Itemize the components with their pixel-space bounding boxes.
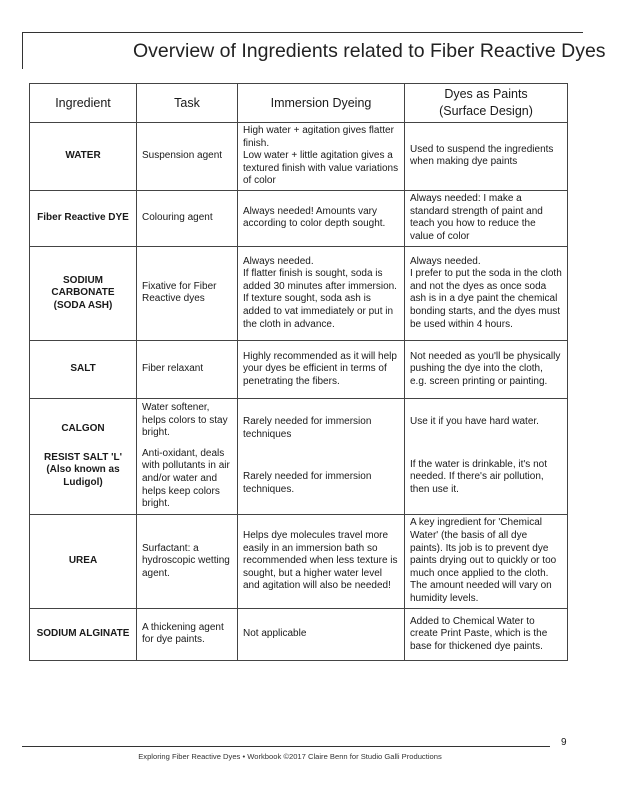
cell-immersion bbox=[238, 398, 405, 514]
header-immersion: Immersion Dyeing bbox=[238, 84, 405, 123]
cell-paints: A key ingredient for 'Chemical Water' (the basis of all dye paints). Its job is to prevent dye paints drying out to quickly or too much once applied to the cloth. The amount needed will vary on humidity levels. bbox=[405, 514, 568, 608]
cell-ingredient: WATER bbox=[30, 123, 137, 191]
cell-ingredient bbox=[30, 398, 137, 514]
immersion-resist-salt: Rarely needed for immersion techniques. bbox=[243, 471, 372, 496]
header-paints-subtitle: (Surface Design) bbox=[439, 104, 533, 118]
cell-immersion: Always needed! Amounts vary according to color depth sought. bbox=[238, 190, 405, 246]
cell-task: Fiber relaxant bbox=[137, 340, 238, 398]
immersion-calgon: Rarely needed for immersion techniques bbox=[243, 416, 372, 440]
ingredient-resist-salt: RESIST SALT 'L' bbox=[44, 451, 122, 463]
cell-paints: Always needed: I make a standard strength of paint and teach you how to reduce the value of color bbox=[405, 190, 568, 246]
cell-ingredient: SODIUM ALGINATE bbox=[30, 608, 137, 660]
title-frame bbox=[22, 32, 606, 69]
header-ingredient: Ingredient bbox=[30, 84, 137, 123]
cell-immersion: High water + agitation gives flatter finish. Low water + little agitation gives a textured finish with value variations of color bbox=[238, 123, 405, 191]
header-paints bbox=[405, 84, 568, 123]
cell-task: Suspension agent bbox=[137, 123, 238, 191]
page-number: 9 bbox=[561, 737, 567, 748]
table-row bbox=[30, 340, 568, 398]
cell-paints: Not needed as you'll be physically pushing the dye into the cloth, e.g. screen printing or painting. bbox=[405, 340, 568, 398]
table-row bbox=[30, 608, 568, 660]
footer-divider bbox=[22, 746, 550, 747]
cell-paints: Always needed. I prefer to put the soda in the cloth and not the dyes as once soda ash is in a dye paint the chemical bonding starts, and the dyes must be used within 4 hours. bbox=[405, 246, 568, 340]
table-row bbox=[30, 123, 568, 191]
table-header-row bbox=[30, 84, 568, 123]
ingredient-resist-salt-note: (Also known as Ludigol) bbox=[46, 464, 120, 489]
cell-ingredient: SODIUM CARBONATE (SODA ASH) bbox=[30, 246, 137, 340]
table-row bbox=[30, 398, 568, 514]
paints-calgon: Use it if you have hard water. bbox=[410, 416, 539, 428]
cell-ingredient: UREA bbox=[30, 514, 137, 608]
cell-task: Surfactant: a hydroscopic wetting agent. bbox=[137, 514, 238, 608]
cell-ingredient: SALT bbox=[30, 340, 137, 398]
cell-immersion: Highly recommended as it will help your dyes be efficient in terms of penetrating the fibers. bbox=[238, 340, 405, 398]
cell-immersion: Always needed. If flatter finish is sought, soda is added 30 minutes after immersion. If texture sought, soda ash is added to vat immediately or put in the cloth in advance. bbox=[238, 246, 405, 340]
table-row bbox=[30, 246, 568, 340]
task-resist-salt: Anti-oxidant, deals with pollutants in air and/or water and helps keep colors bright. bbox=[142, 447, 230, 510]
cell-paints: Used to suspend the ingredients when making dye paints bbox=[405, 123, 568, 191]
cell-task: Fixative for Fiber Reactive dyes bbox=[137, 246, 238, 340]
task-calgon: Water softener, helps colors to stay bright. bbox=[142, 402, 228, 439]
cell-task bbox=[137, 398, 238, 514]
table-row bbox=[30, 514, 568, 608]
cell-paints: Added to Chemical Water to create Print Paste, which is the base for thickened dye paints. bbox=[405, 608, 568, 660]
cell-immersion: Not applicable bbox=[238, 608, 405, 660]
paints-resist-salt: If the water is drinkable, it's not needed. If there's air pollution, then use it. bbox=[410, 458, 547, 496]
ingredient-calgon: CALGON bbox=[61, 423, 105, 435]
ingredients-table bbox=[29, 83, 568, 661]
page-title: Overview of Ingredients related to Fiber Reactive Dyes bbox=[133, 40, 606, 62]
cell-paints bbox=[405, 398, 568, 514]
cell-task: Colouring agent bbox=[137, 190, 238, 246]
cell-ingredient: Fiber Reactive DYE bbox=[30, 190, 137, 246]
cell-task: A thickening agent for dye paints. bbox=[137, 608, 238, 660]
cell-immersion: Helps dye molecules travel more easily in an immersion bath so recommended when less texture is sought, but a higher water level and agitation will also be needed! bbox=[238, 514, 405, 608]
footer-credit: Exploring Fiber Reactive Dyes • Workbook ©2017 Claire Benn for Studio Galli Productions bbox=[138, 752, 442, 761]
header-task: Task bbox=[137, 84, 238, 123]
table-row bbox=[30, 190, 568, 246]
header-paints-title: Dyes as Paints bbox=[444, 87, 528, 101]
